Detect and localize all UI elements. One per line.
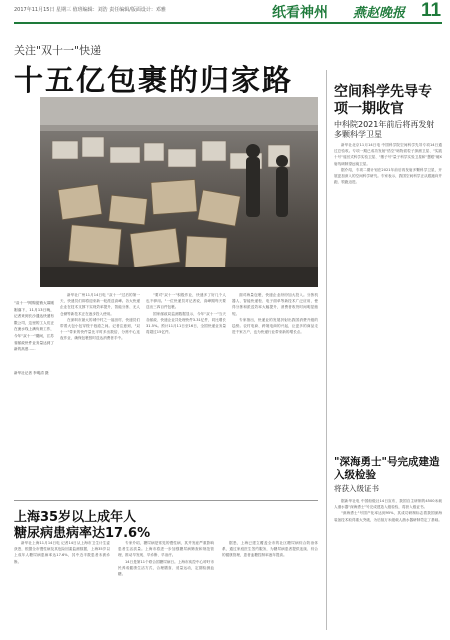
header-date-line: 2017年11月15日 星期三 值班编辑：刘浩 责任编辑/版面设计：邓雅: [14, 7, 166, 13]
sidebar-story2-body: [334, 498, 442, 630]
main-story-paragraph: 专家指出，快递业的发展折射出我国消费升级的趋势。农村电商、跨境电商的兴起，让更多的商品走进千家万户，也为快递行业带来新的增长点。: [232, 317, 318, 335]
bottom-story-column-2: [118, 540, 214, 634]
main-story-lead: 新华社广州11月14日电 "双十一"过后的第一天，快递员们即将迎来新一轮派送高峰。各大快递企业在技术支撑下实现效率提升，智能分拣、无人仓储等新技术正在逐步投入使用。: [60, 293, 140, 316]
header-section-title: 纸看神州: [272, 5, 328, 21]
bottom-story-paragraph: 专家介绍，糖尿病是常见的慢性病，其并发症严重影响患者生活质量。上海市将进一步加强糖尿病筛查和规范管理，推动早发现、早诊断、早治疗。: [118, 541, 214, 558]
header-brand-logo: 燕赵晚报: [353, 6, 406, 21]
bottom-story-headline-line2: 糖尿病患病率达17.6%: [14, 526, 151, 541]
sidebar-story1-paragraph: 新华社北京11月14日电 中国科学院空间科学先导专项14日通过总验收。专项一期已成功发射"悟空"暗物质粒子探测卫星、"实践十号"返回式科学实验卫星、"墨子号"量子科学实验卫星和"慧眼"硬X射线调制望远镜卫星。: [334, 143, 442, 166]
bottom-story-headline-line1: 上海35岁以上成年人: [14, 510, 137, 525]
main-story-column-1: [60, 292, 140, 388]
sidebar-story1-subhead: 中科院2021年前后将再发射多颗科学卫星: [334, 120, 435, 139]
sidebar-story1-headline: 空间科学先导专项一期收官: [334, 84, 432, 117]
sidebar-story1-paragraph: 据介绍，专项二期计划在2021年前后再发射多颗科学卫星，开展更加深入的空间科学研究。专家表示，我国空间科学正从跟跑向并跑、领跑迈进。: [334, 167, 442, 185]
main-story-paragraph: "要对"双十一"积极作业，快递多了好几个人也不够用。"一位快递员对记者说，高峰期每天要送出三四百件包裹。: [146, 293, 226, 310]
main-headline: 十五亿包裹的归家路: [14, 63, 294, 97]
main-story-paragraph: 面对海量包裹，快递企业纷纷加大投入。分拣机器人、智能快递柜、电子面单等新技术广泛应用，使得分拣和派送效率大幅提升，消费者收货时间明显缩短。: [232, 293, 318, 316]
column-divider: [326, 70, 327, 630]
sidebar-story2-paragraph: "深海勇士"号国产化率达到95%，其成功研制标志着我国深海装备技术取得重大突破，为后续万米级载人潜水器研制奠定了基础。: [334, 511, 442, 522]
bottom-story-rule: [14, 500, 318, 501]
main-kicker: 关注"双十一"快递: [14, 44, 102, 57]
header-page-number: 11: [421, 0, 442, 21]
main-story-paragraph: 在深圳市最大的城中村之一福田村，快递员们带着大包小包穿梭于巷道之间。记者注意到，"双十一"带来的快件量比平时多出数倍，分拣中心连夜作业，确保包裹按时送达消费者手中。: [60, 317, 140, 341]
bottom-story-column-1: [14, 540, 110, 634]
sidebar-story2-subhead: 将获入级证书: [334, 484, 379, 493]
photo-credit: 新华社记者 李明清 摄: [14, 371, 49, 375]
sidebar-story2-paragraph: 据新华社电 中国船级社14日宣布，我国自主研制的4500米载人潜水器"深海勇士"号完成建造入级检验，将获入级证书。: [334, 499, 442, 510]
photo-caption: "双十一"网购促销大幕刚刚落下，11月13日晚，记者来到长沙通达快递有限公司，这里的工人们正在流水线上满负荷工作，今年"双十一"期间，江苏省邮政快件业务量达到了新的高度……: [14, 301, 54, 352]
main-story-paragraph: 国家邮政局监测数据显示，今年"双十一"当天各邮政、快递企业共处理快件3.31亿件，同比增长31.5%。预计11月11日至16日，全国快递业务量将超过15亿件。: [146, 311, 226, 335]
bottom-story-paragraph: 据悉，上海已建立覆盖全市的社区糖尿病综合防治体系，通过家庭医生签约服务，为糖尿病患者提供连续、综合的健康管理，患者血糖控制率逐年提高。: [222, 541, 318, 558]
bottom-story-paragraph: 14日是第11个联合国糖尿病日。上海市疾控中心呼吁市民养成健康生活方式，合理膳食、适量运动，定期检测血糖。: [118, 559, 214, 577]
warehouse-photo: [40, 97, 318, 287]
main-story-column-2: [146, 292, 226, 388]
bottom-story-column-3: [222, 540, 318, 634]
main-story-column-3: [232, 292, 318, 388]
sidebar-story2-headline: "深海勇士"号完成建造入级检验: [334, 456, 440, 481]
bottom-story-paragraph: 新华社上海11月14日电 记者14日从上海市卫生计生委获悉，根据全市慢性病及其危险因素监测数据，上海35岁以上成年人糖尿病患病率达17.6%，其中近半数患者未被诊断。: [14, 541, 110, 564]
sidebar-story1-body: [334, 142, 442, 438]
header-rule: [14, 22, 442, 24]
